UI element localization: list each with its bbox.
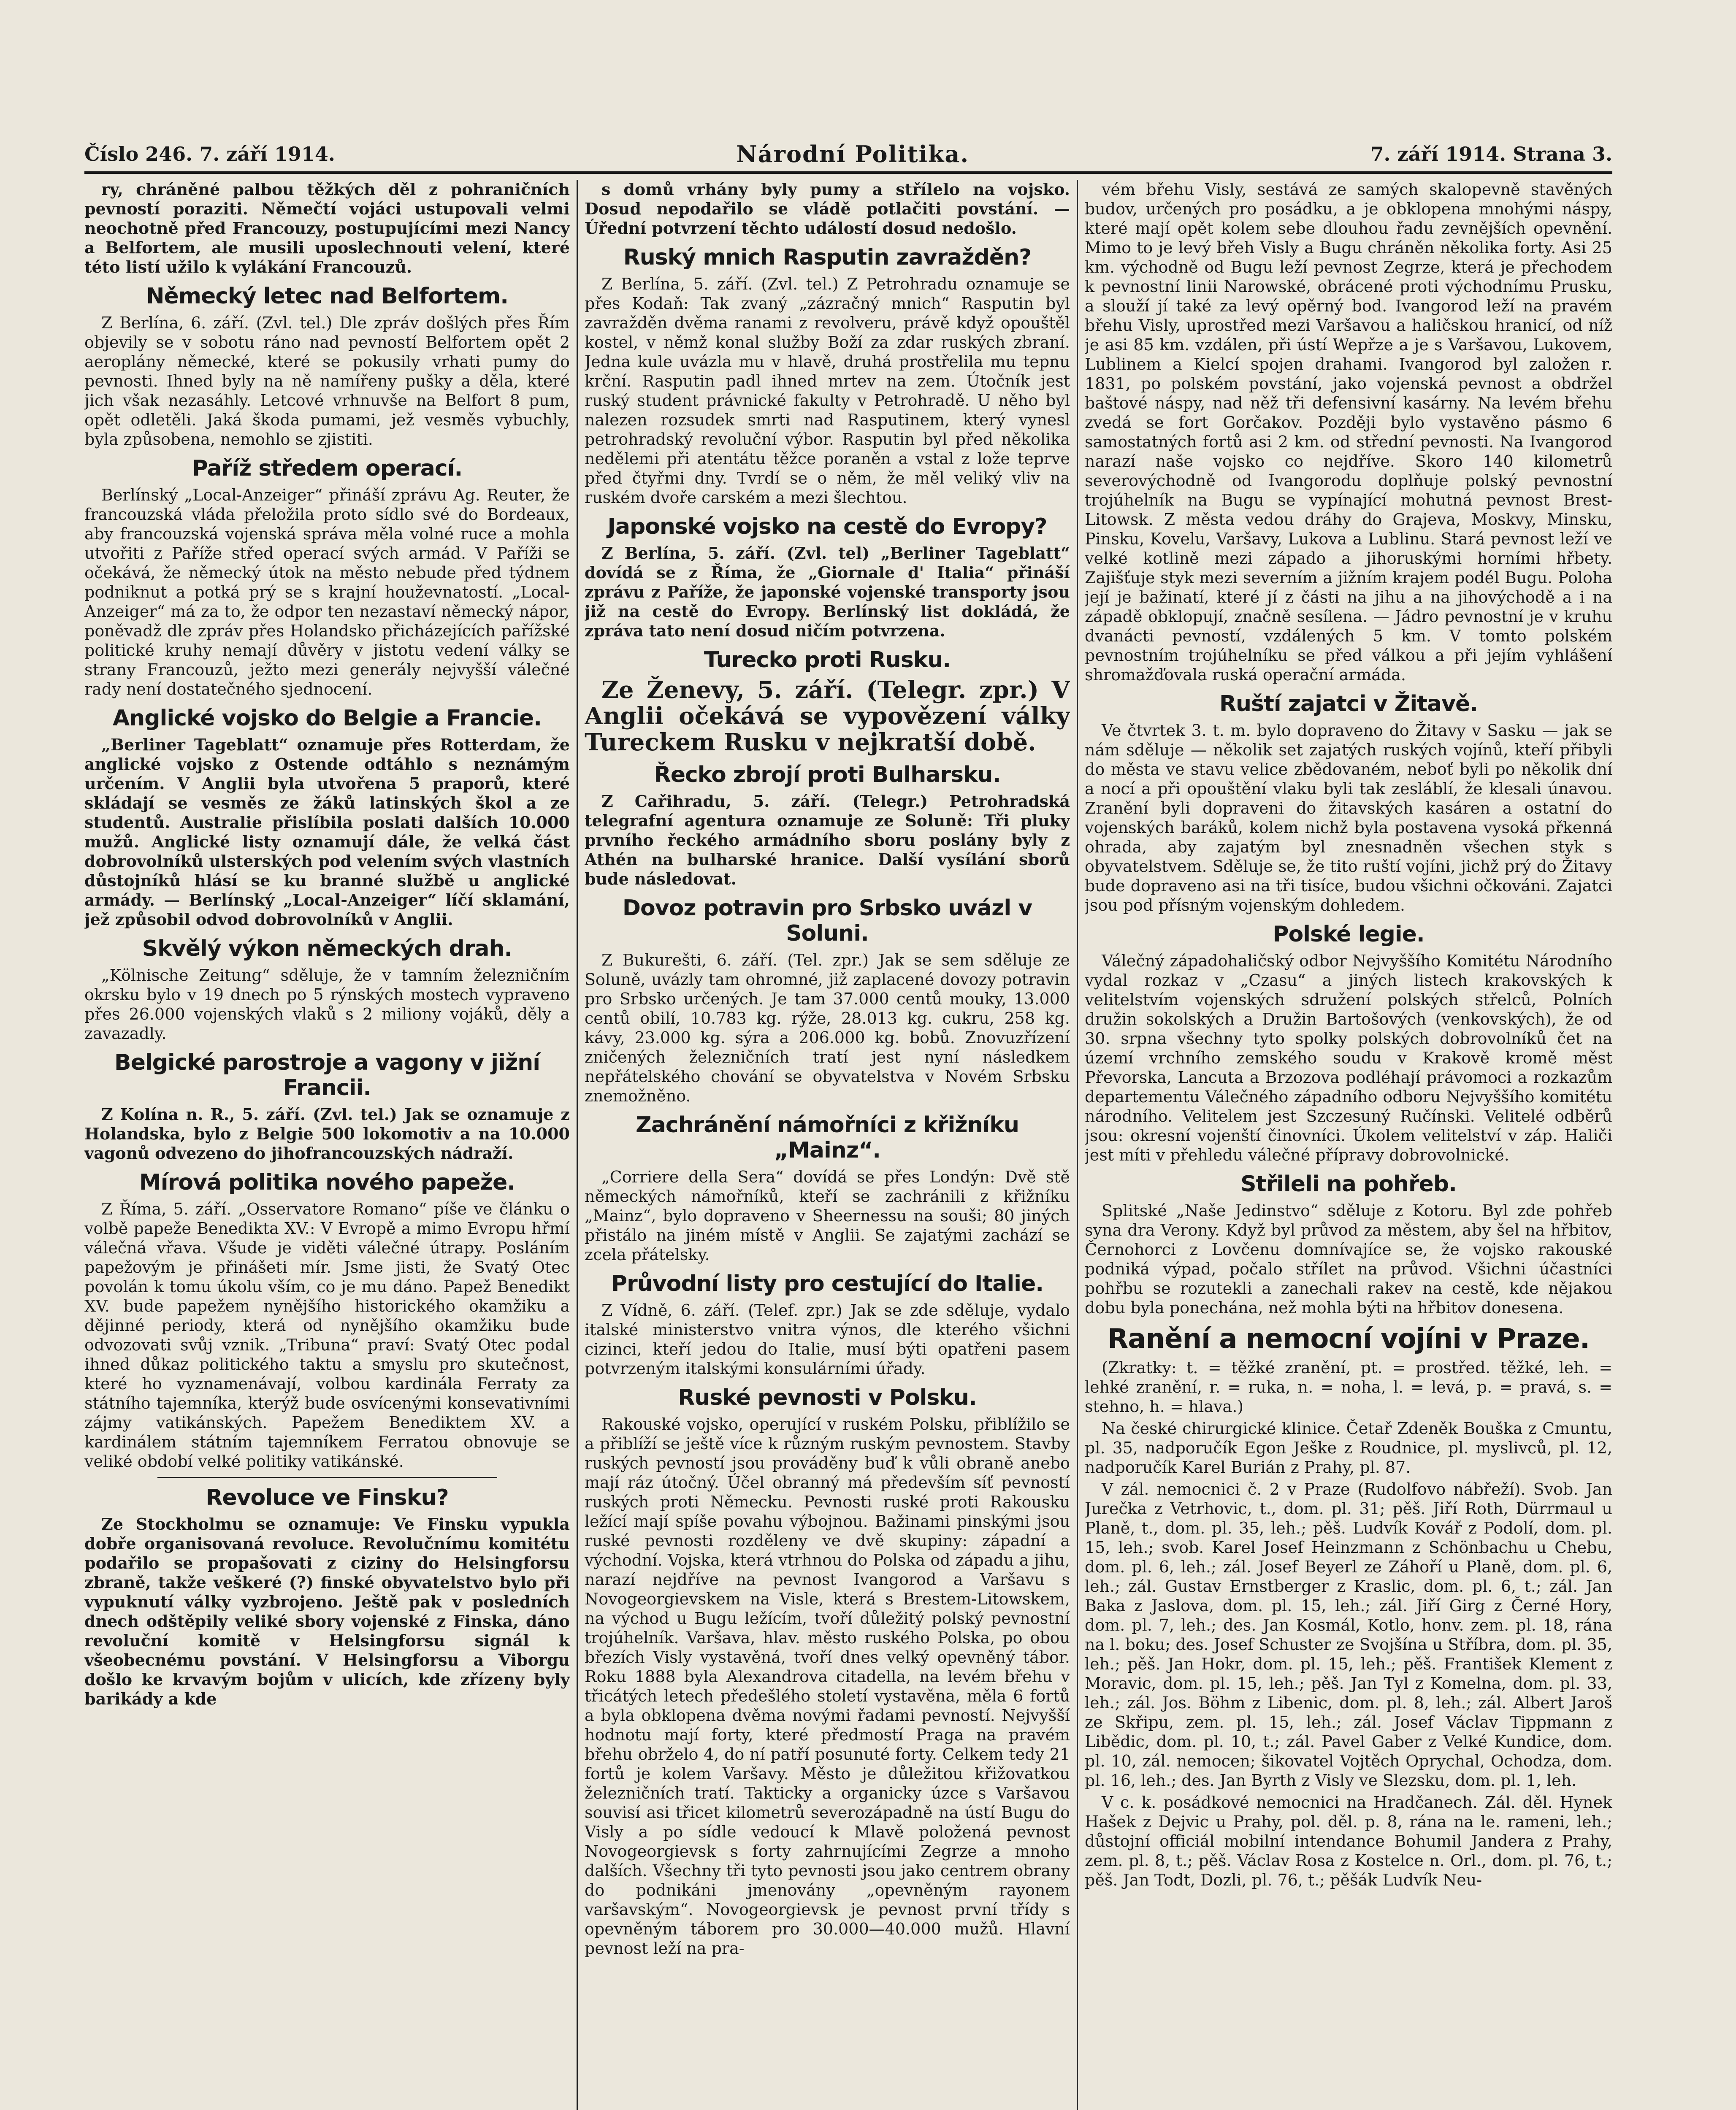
separator: [157, 1477, 497, 1478]
article-heading: Belgické parostroje a vagony v jižní Francii.: [114, 1050, 540, 1101]
article-heading: Dovoz potravin pro Srbsko uvázl v Soluni.: [622, 895, 1032, 946]
article-heading: Střileli na pohřeb.: [1240, 1171, 1457, 1197]
article-text: Válečný západohaličský odbor Nejvyššího Komitétu Národního vydal rozkaz v „Czasu“ a jiných listech krakovských k velitelstvím vojenských sdružení polských střelců, Polních družin sokolských a Družin Bartošových (venkovských), že od 30. srpna všechny tyto spolky polských dobrovolníků čet na území vrchního zemského soudu v Krakově kromě měst Převorska, Lancuta a Brzozova podléhají právomoci a rozkazům departementu Válečného západního odboru Nejvyššího komitétu národního. Velitelem jest Szczesuný Ručínski. Velitelé odběrů jsou: okresní vojenští činovníci. Úkolem velitelství v záp. Haliči jest míti v přehledu válečné přípravy dobrovolnické.: [1085, 952, 1612, 1164]
article-heading: Revoluce ve Finsku?: [206, 1485, 449, 1510]
article-text: (Zkratky: t. = těžké zranění, pt. = prostřed. těžké, leh. = lehké zranění, r. = ruka, n. = noha, l. = levá, p. = pravá, s. = stehno, h. = hlava.): [1085, 1358, 1612, 1416]
article-text: Z Vídně, 6. září. (Telef. zpr.) Jak se zde sděluje, vydalo italské ministerstvo vnitra výnos, dle kterého všichni cizinci, kteří jedou do Italie, musí býti opatřeni pasem potvrzeným italskými konsulárními úřady.: [585, 1301, 1070, 1378]
column-3: [1085, 180, 1612, 2110]
article-text: Ze Stockholmu se oznamuje: Ve Finsku vypukla dobře organisovaná revoluce. Revolučnímu komitétu podařilo se propašovati z ciziny do Helsingforsu zbraně, takže veškeré (?) finské obyvatelstvo bylo při vypuknutí války vyzbrojeno. Ještě pak v posledních dnech odštěpily veliké sbory vojenské z Finska, dáno revoluční komitě v Helsingforsu signál k všeobecnému povstání. V Helsingforsu a Viborgu došlo ke krvavým bojům v ulicích, kde zřízeny byly barikády a kde: [84, 1515, 570, 1708]
article-text: Z Kolína n. R., 5. září. (Zvl. tel.) Jak se oznamuje z Holandska, bylo z Belgie 500 lokomotiv a na 10.000 vagonů odvezeno do jihofrancouzských nádraží.: [84, 1105, 570, 1163]
article-text: „Corriere della Sera“ dovídá se přes Londýn: Dvě stě německých námořníků, kteří se zachránili z křižníku „Mainz“, bylo dopraveno v Sheernessu na souši; 80 jiných přistálo na jiném místě v Anglii. Se zajatými zachází se zcela přátelsky.: [585, 1168, 1070, 1264]
article-text: s domů vrhány byly pumy a střílelo na vojsko. Dosud nepodařilo se vládě potlačiti povstání. — Úřední potvrzení těchto událostí dosud nedošlo.: [585, 180, 1070, 238]
article-heading: Průvodní listy pro cestující do Italie.: [611, 1271, 1044, 1296]
article-text: „Kölnische Zeitung“ sděluje, že v tamním železničním okrsku bylo v 19 dnech po 5 rýnských mostech vypraveno přes 26.000 vojenských vlaků s 2 miliony vojáků, děly a zavazadly.: [84, 966, 570, 1043]
article-heading: Zachránění námořníci z křižníku „Mainz“.: [636, 1112, 1019, 1163]
article-heading: Polské legie.: [1273, 922, 1425, 947]
article-text: Na české chirurgické klinice. Četař Zdeněk Bouška z Cmuntu, pl. 35, nadporučík Egon Ješke z Roudnice, pl. myslivců, pl. 12, nadporučík Karel Burián z Prahy, pl. 87.: [1085, 1419, 1612, 1477]
article-heading: Anglické vojsko do Belgie a Francie.: [113, 706, 542, 731]
newspaper-page: [84, 139, 1612, 2110]
article-heading: Řecko zbrojí proti Bulharsku.: [654, 762, 1001, 787]
article-text: Z Berlína, 5. září. (Zvl. tel.) Z Petrohradu oznamuje se přes Kodaň: Tak zvaný „zázračný mnich“ Rasputin byl zavražděn dvěma ranami z revolveru, právě když opouštěl kostel, v němž konal služby Boží za zdar ruských zbraní. Jedna kule uvázla mu v hlavě, druhá prostřelila mu tepnu krční. Rasputin padl ihned mrtev na zem. Útočník jest ruský student právnické fakulty v Petrohradě. U něho byl nalezen rozsudek smrti nad Rasputinem, který vynesl petrohradský revoluční výbor. Rasputin byl před několika nedělemi při atentátu těžce poraněn a vstal z lože teprve před čtyřmi dny. Tvrdí se o něm, že měl veliký vliv na ruském dvoře carském a mezi šlechtou.: [585, 275, 1070, 507]
article-text: Z Berlína, 5. září. (Zvl. tel) „Berliner Tageblatt“ dovídá se z Říma, že „Giornale d' Italia“ přináší zprávu z Paříže, že japonské vojenské transporty jsou již na cestě do Evropy. Berlínský list dokládá, že zpráva tato není dosud ničím potvrzena.: [585, 544, 1070, 640]
article-text: Z Berlína, 6. září. (Zvl. tel.) Dle zpráv došlých přes Řím objevily se v sobotu ráno nad pevností Belfortem opět 2 aeroplány německé, které se pokusily vrhati pumy do pevnosti. Ihned byly na ně namířeny pušky a děla, které jich však nezasáhly. Letcové vrhnuvše na Belfort 8 pum, opět odletěli. Jaká škoda pumami, jež vesměs vybuchly, byla způsobena, nemohlo se zjistiti.: [84, 314, 570, 449]
article-heading: Německý letec nad Belfortem.: [146, 284, 508, 309]
article-heading: Ruský mnich Rasputin zavražděn?: [623, 245, 1032, 270]
article-heading: Ruští zajatci v Žitavě.: [1219, 691, 1478, 717]
issue-info: Číslo 246. 7. září 1914.: [84, 143, 335, 165]
article-heading: Ruské pevnosti v Polsku.: [678, 1385, 977, 1410]
article-text: vém břehu Visly, sestává ze samých skalopevně stavěných budov, určených pro posádku, a je obklopena mnohými náspy, které mají opět kolem sebe dlouhou řadu zevnějších opevnění. Mimo to je levý břeh Visly a Bugu chráněn několika forty. Asi 25 km. východně od Bugu leží pevnost Zegrze, která je přechodem k pevnostní linii Narowské, obrácené proti východnímu Prusku, a slouží jí také za levý opěrný bod. Ivangorod leží na pravém břehu Visly, uprostřed mezi Varšavou a haličskou hranicí, od níž je asi 85 km. vzdálen, při ústí Wepřze a je s Varšavou, Lukovem, Lublinem a Kielcí spojen drahami. Ivangorod byl založen r. 1831, po polském povstání, jako vojenská pevnost a obdržel baštové náspy, nad něž tři defensivní kasárny. Na levém břehu zvedá se fort Gorčakov. Později bylo vystavěno pásmo 6 samostatných fortů asi 2 km. od střední pevnosti. Na Ivangorod narazí naše vojsko co nejdříve. Skoro 140 kilometrů severovýchodně od Ivangorodu doplňuje polský pevnostní trojúhelník na Bugu se vypínající mohutná pevnost Brest-Litowsk. Z města vedou dráhy do Grajeva, Moskvy, Minsku, Pinsku, Kovelu, Varšavy, Lukova a Lublinu. Stará pevnost leží ve velké kotlině mezi západo a jihoruskými horními hřbety. Zajišťuje styk mezi severním a jižním krajem podél Bugu. Poloha její je bažinatí, které jí z části na jihu a na jihovýchodě a i na západě obklopují, značně sesílena. — Jádro pevnostní je v kruhu dvanácti pevností, vzdálených 5 km. V tomto polském pevnostním trojúhelníku se před válkou a při jejím vyhlášení shromažďovala ruská operační armáda.: [1085, 180, 1612, 684]
article-heading: Paříž středem operací.: [192, 456, 463, 481]
article-text: Berlínský „Local-Anzeiger“ přináší zprávu Ag. Reuter, že francouzská vláda přeložila proto sídlo své do Bordeaux, aby francouzská vojenská správa měla volné ruce a mohla utvořiti z Paříže střed operací svých armád. V Paříži se očekává, že německý útok na město nebude před týdnem podniknut a potká prý se s krajní houževnatostí. „Local-Anzeiger“ má za to, že odpor ten nezastaví německý nápor, poněvadž dle zpráv přes Holandsko přicházejících pařížské politické kruhy nemají důvěry v jistotu vedení války se strany Francouzů, ježto mezi generály nejvyšší válečné rady není dostatečného sjednocení.: [84, 486, 570, 698]
masthead: Národní Politika.: [736, 141, 970, 168]
article-text: „Berliner Tageblatt“ oznamuje přes Rotterdam, že anglické vojsko z Ostende odtáhlo s neznámým určením. V Anglii byla utvořena 5 praporů, které skládají se vesměs ze žáků latinských škol a ze studentů. Australie přislíbila poslati dalších 10.000 mužů. Anglické listy oznamují dále, že velká část dobrovolníků ulsterských pod velením svých vlastních důstojníků hlásí se ku branné službě u anglické armády. — Berlínský „Local-Anzeiger“ líčí sklamání, jež způsobil odvod dobrovolníků v Anglii.: [84, 735, 570, 929]
article-heading: Turecko proti Rusku.: [704, 647, 951, 673]
article-text: Ze Ženevy, 5. září. (Telegr. zpr.) V Anglii očekává se vypovězení války Tureckem Rusku v nejkratší době.: [585, 676, 1070, 756]
page-info: 7. září 1914. Strana 3.: [1370, 143, 1612, 165]
article-text: Z Bukurešti, 6. září. (Tel. zpr.) Jak se sem sděluje ze Soluně, uvázly tam ohromné, již zaplacené dovozy potravin pro Srbsko určených. Je tam 37.000 centů mouky, 13.000 centů obilí, 10.783 kg. rýže, 28.013 kg. cukru, 258 kg. kávy, 23.000 kg. sýra a 206.000 kg. bobů. Znovuzřízení zničených železničních tratí jest nyní následkem nepřátelského chování se obyvatelstva v Novém Srbsku znemožněno.: [585, 951, 1070, 1105]
article-text: V c. k. posádkové nemocnici na Hradčanech. Zál. děl. Hynek Hašek z Dejvic u Prahy, pol. děl. p. 8, rána na le. rameni, leh.; důstojní officiál mobilní intendance Bohumil Jandera z Prahy, zem. pl. 8, t.; pěš. Václav Rosa z Kostelce n. Orl., dom. pl. 76, t.; pěš. Jan Todt, Dozli, pl. 76, t.; pěšák Ludvík Neu-: [1085, 1793, 1612, 1889]
article-text: ry, chráněné palbou těžkých děl z pohraničních pevností poraziti. Němečtí vojáci ustupovali velmi neochotně před Francouzy, postupujícími mezi Nancy a Belfortem, ale musili uposlechnouti velení, které této listí užilo k vylákání Francouzů.: [84, 180, 570, 276]
column-divider: [577, 180, 578, 2110]
article-text: V zál. nemocnici č. 2 v Praze (Rudolfovo nábřeží). Svob. Jan Jurečka z Vetrhovic, t., dom. pl. 31; pěš. Jiří Roth, Dürrmaul u Planě, t., dom. pl. 35, leh.; pěš. Ludvík Kovář z Podolí, dom. pl. 15, leh.; svob. Karel Josef Heinzmann z Schönbachu u Chebu, dom. pl. 6, leh.; zál. Josef Beyerl ze Záhoří u Planě, dom. pl. 6, leh.; zál. Gustav Ernstberger z Kraslic, dom. pl. 6, t.; zál. Jan Baka z Jaslova, dom. pl. 15, leh.; zál. Jiří Girg z Černé Hory, dom. pl. 7, leh.; des. Jan Kosmál, Kotlo, honv. zem. pl. 18, rána na l. boku; des. Josef Schuster ze Svojšína u Stříbra, dom. pl. 35, leh.; pěš. Jan Hokr, dom. pl. 15, leh.; pěš. František Klement z Moravic, dom. pl. 15, leh.; pěš. Jan Tyl z Komelna, dom. pl. 33, leh.; zál. Jos. Böhm z Libenic, dom. pl. 8, leh.; zál. Albert Jaroš ze Skřipu, zem. pl. 15, leh.; zál. Josef Václav Tippmann z Libědic, dom. pl. 10, t.; zál. Pavel Gaber z Velké Kundice, dom. pl. 10, zál. nemocen; šikovatel Vojtěch Oprychal, Ochodza, dom. pl. 16, leh.; des. Jan Byrth z Visly ve Slezsku, dom. pl. 1, leh.: [1085, 1480, 1612, 1790]
header-rule: [84, 171, 1612, 174]
column-divider: [1077, 180, 1078, 2110]
article-text: Z Říma, 5. září. „Osservatore Romano“ píše ve článku o volbě papeže Benedikta XV.: V Evropě a mimo Evropu hřmí válečná vřava. Všude je viděti válečné útrapy. Posláním papežovým je přinášeti mír. Jsme jisti, že Svatý Otec povolán k tomu úkolu vším, co je mu dáno. Papež Benedikt XV. bude papežem nynějšího historického okamžiku a dějinné periody, která od nynějšího okamžiku bude odvozovati svůj vznik. „Tribuna“ praví: Svatý Otec podal ihned důkaz politického taktu a smyslu pro skutečnost, které ho vyznamenávají, volbou kardinála Ferraty za státního tajemníka, kterýž bude osvícenými konsevativními zájmy vatikánských. Papežem Benediktem XV. a kardinálem státním tajemníkem Ferratou obnovuje se veliké období velké politiky vatikánské.: [84, 1200, 570, 1471]
article-text: Rakouské vojsko, operující v ruském Polsku, přiblížilo se a přiblíží se ještě více k různým ruským pevnostem. Stavby ruských pevností jsou prováděny buď k vůli obraně anebo mají ráz útočný. Účel obranný má především síť pevností ruských proti Německu. Pevnosti ruské proti Rakousku ležící mají spíše povahu výbojnou. Bažinami pinskými jsou ruské pevnosti rozděleny ve dvě skupiny: západní a východní. Vojska, která vtrhnou do Polska od západu a jihu, narazí nejdříve na pevnost Ivangorod a Varšavu s Novogeorgievskem na Visle, která s Brestem-Litowskem, na východ u Bugu ležícím, tvoří důležitý polský pevnostní trojúhelník. Varšava, hlav. město ruského Polska, po obou březích Visly vystavěná, tvoří dnes velký opevněný tábor. Roku 1888 byla Alexandrova citadella, na levém břehu v třicátých letech předešlého století vystavěna, měla 6 fortů a byla obklopena dvěma novými řadami pevností. Nejvyšší hodnotu mají forty, které předmostí Praga na pravém břehu obrželo 4, do ní patří posunuté forty. Celkem tedy 21 fortů je kolem Varšavy. Město je důležitou křižovatkou železničních tratí. Takticky a organicky úzce s Varšavou souvisí asi třicet kilometrů severozápadně na ústí Bugu do Visly a po sídle vedoucí k Mlavě položená pevnost Novogeorgievsk s forty zahrnujícími Zegrze a mnoho dalších. Všechny tři tyto pevnosti jsou jako centrem obrany do podnikáni jmenovány „opevněným rayonem varšavským“. Novogeorgievsk je pevnost první třídy s opevněným táborem pro 30.000—40.000 mužů. Hlavní pevnost leží na pra-: [585, 1415, 1070, 1958]
article-text: Z Cařihradu, 5. září. (Telegr.) Petrohradská telegrafní agentura oznamuje ze Soluně: Tři pluky prvního řeckého armádního sboru poslány byly z Athén na bulharské hranice. Další vysílání sborů bude následovat.: [585, 792, 1070, 888]
article-heading: Japonské vojsko na cestě do Evropy?: [607, 514, 1047, 539]
running-header: [84, 139, 1612, 169]
column-2: [585, 180, 1070, 2110]
article-text: Ve čtvrtek 3. t. m. bylo dopraveno do Žitavy v Sasku — jak se nám sděluje — několik set zajatých ruských vojínů, kteří přibyli do města ve stavu velice zbědovaném, neboť byli po několik dní a nocí a při opouštění vlaku byli tak zesláblí, že klesali únavou. Zranění byli dopraveni do žitavských kasáren a ostatní do vojenských baráků, kolem nichž byla postavena vysoká přkenná ohrada, aby zajatým byl znesnadněn všechen styk s obyvatelstvem. Sděluje se, že tito ruští vojíni, jichž prý do Žitavy bude dopraveno asi na tři tisíce, budou všichni očkováni. Zajatci jsou pod přísným vojenským dohledem.: [1085, 721, 1612, 914]
article-heading: Mírová politika nového papeže.: [139, 1170, 515, 1195]
column-1: [84, 180, 570, 2110]
article-heading: Ranění a nemocní vojíni v Praze.: [1108, 1323, 1590, 1355]
article-heading: Skvělý výkon německých drah.: [142, 936, 512, 961]
article-text: Splitské „Naše Jedinstvo“ sděluje z Kotoru. Byl zde pohřeb syna dra Verony. Když byl průvod za městem, aby šel na hřbitov, Černohorci z Lovčenu domnívajíce se, že vojsko rakouské podniká výpad, počalo střílet na průvod. Všichni účastníci pohřbu se rozutekli a zanechali rakev na cestě, kde nějakou dobu byla ponechána, než mohla býti na hřbitov donesena.: [1085, 1201, 1612, 1317]
